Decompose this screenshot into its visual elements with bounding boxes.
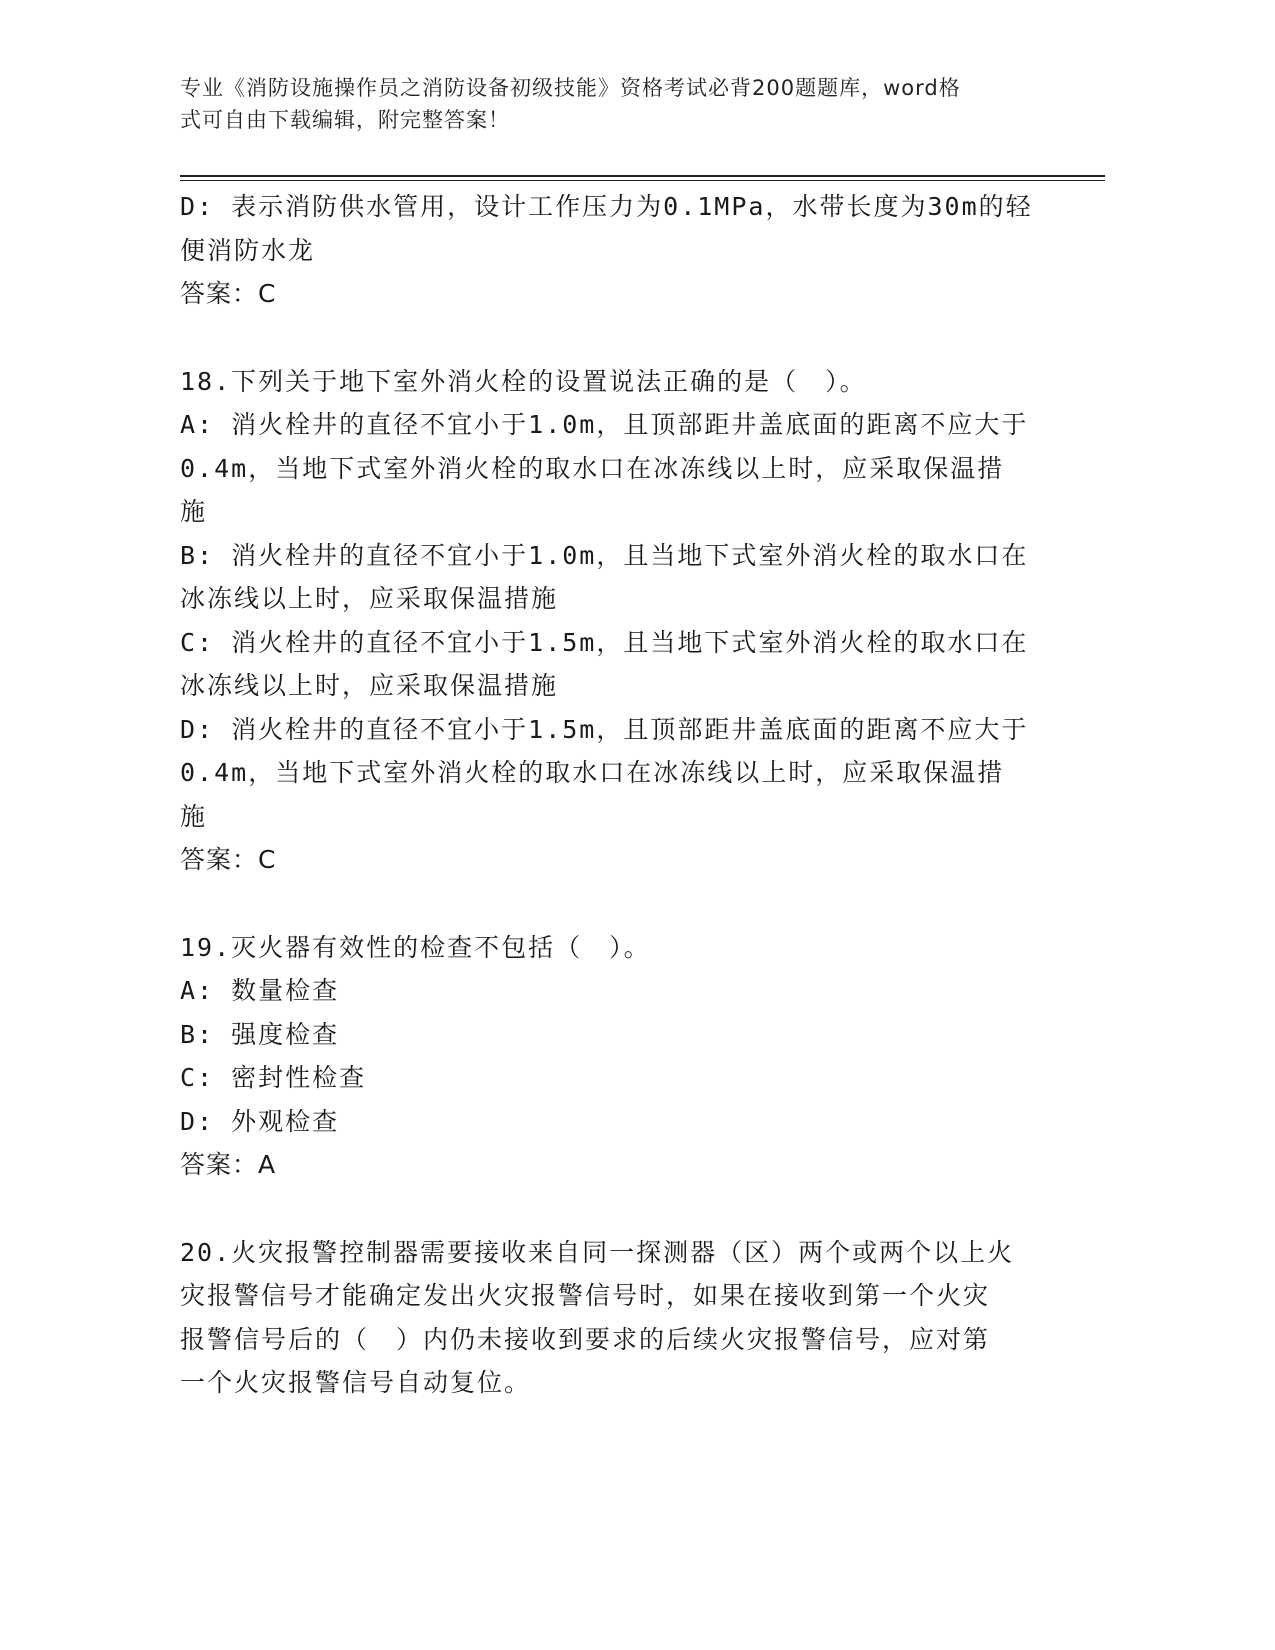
question-stem: 灾报警信号才能确定发出火灾报警信号时，如果在接收到第一个火灾 (180, 1281, 991, 1310)
spacer (180, 1187, 1050, 1231)
prev-question-tail (180, 185, 1050, 316)
option-a-line: 0.4m，当地下式室外消火栓的取水口在冰冻线以上时，应采取保温措 (180, 453, 1005, 483)
answer-line: 答案：C (180, 845, 277, 874)
question-20 (180, 1231, 1050, 1405)
option-c-line: 冰冻线以上时，应采取保温措施 (180, 671, 559, 700)
option-a-line: 施 (180, 497, 208, 526)
question-stem: 一个火灾报警信号自动复位。 (180, 1368, 532, 1397)
header-divider-thin (180, 180, 1105, 181)
option-d-line: D: 消火栓井的直径不宜小于1.5m，且顶部距井盖底面的距离不应大于 (180, 714, 1029, 744)
question-18 (180, 360, 1050, 882)
answer-line: 答案：C (180, 279, 277, 308)
option-c-line: C: 密封性检查 (180, 1063, 367, 1092)
option-d-line: 便消防水龙 (180, 235, 316, 265)
option-a-line: A: 消火栓井的直径不宜小于1.0m，且顶部距井盖底面的距离不应大于 (180, 410, 1029, 439)
header-title-line-1: 专业《消防设施操作员之消防设备初级技能》资格考试必背200题题库，word格 (180, 76, 961, 100)
question-stem: 报警信号后的（ ）内仍未接收到要求的后续火灾报警信号，应对第 (180, 1324, 991, 1354)
question-stem: 20.火灾报警控制器需要接收来自同一探测器（区）两个或两个以上火 (180, 1237, 1015, 1267)
question-stem: 18.下列关于地下室外消火栓的设置说法正确的是（ ）。 (180, 366, 867, 396)
spacer (180, 316, 1050, 360)
option-d-line: D: 外观检查 (180, 1106, 340, 1136)
option-d-line: 施 (180, 801, 208, 831)
question-stem: 19.灭火器有效性的检查不包括（ ）。 (180, 932, 651, 962)
answer-line: 答案：A (180, 1150, 277, 1179)
option-d-line: D: 表示消防供水管用，设计工作压力为0.1MPa，水带长度为30m的轻 (180, 192, 1033, 221)
option-a-line: A: 数量检查 (180, 976, 340, 1005)
question-content (180, 185, 1050, 1405)
option-c-line: C: 消火栓井的直径不宜小于1.5m，且当地下式室外消火栓的取水口在 (180, 627, 1029, 657)
option-b-line: 冰冻线以上时，应采取保温措施 (180, 584, 559, 613)
header-divider-thick (180, 175, 1105, 177)
header-title-line-2: 式可自由下载编辑，附完整答案！ (180, 108, 510, 132)
spacer (180, 882, 1050, 926)
option-b-line: B: 强度检查 (180, 1019, 340, 1049)
page-header (180, 72, 1060, 136)
option-b-line: B: 消火栓井的直径不宜小于1.0m，且当地下式室外消火栓的取水口在 (180, 540, 1029, 570)
question-19 (180, 926, 1050, 1187)
option-d-line: 0.4m，当地下式室外消火栓的取水口在冰冻线以上时，应采取保温措 (180, 758, 1005, 787)
